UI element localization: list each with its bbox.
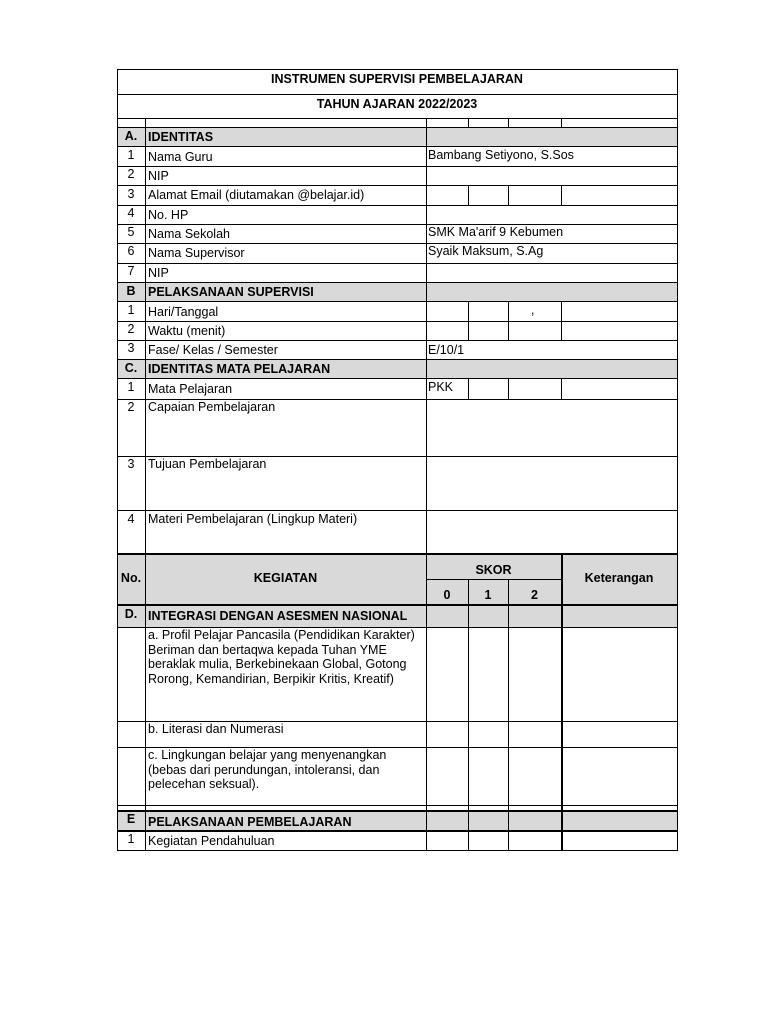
field-label-nip: NIP: [148, 169, 169, 183]
col-note-c1: [561, 378, 562, 399]
line-c3: [117, 510, 677, 511]
line-b3: [117, 359, 677, 360]
col-s1-lower: [468, 579, 469, 851]
col-note-divider-top: [561, 118, 562, 127]
subject-value[interactable]: PKK: [428, 380, 454, 394]
row-number: 3: [127, 341, 135, 355]
line-a7: [117, 282, 677, 283]
field-label-phase: Fase/ Kelas / Semester: [148, 343, 278, 357]
section-c-code: C.: [124, 361, 138, 375]
form-title: INSTRUMEN SUPERVISI PEMBELAJARAN: [271, 72, 523, 86]
column-header-score: SKOR: [475, 563, 512, 577]
line-d-c2: [117, 810, 677, 812]
row-number: 2: [127, 400, 135, 414]
line-b-header: [117, 301, 677, 302]
item-environment-line1: c. Lingkungan belajar yang menyenangkan: [148, 748, 387, 762]
line-c4-thick: [117, 553, 677, 555]
line-b2: [117, 340, 677, 341]
line-a2: [117, 185, 677, 186]
line-c-header: [117, 378, 677, 379]
item-pancasila-line4: Rorong, Kemandirian, Berpikir Kritis, Kreatif): [148, 672, 394, 686]
line-a5: [117, 243, 677, 244]
section-a-code: A.: [124, 129, 138, 143]
col-s1-divider-top: [468, 118, 469, 127]
line-a6: [117, 263, 677, 264]
col-s1-a3: [468, 185, 469, 205]
row-number: 5: [127, 225, 135, 239]
item-pancasila-line1: a. Profil Pelajar Pancasila (Pendidikan Karakter): [148, 628, 415, 642]
section-b-code: B: [126, 284, 136, 298]
row-number: 3: [127, 457, 135, 471]
column-header-note: Keterangan: [584, 571, 654, 585]
item-pancasila-line3: beraklak mulia, Berkebinekaan Global, Gotong: [148, 657, 407, 671]
field-label-learning-objectives: Tujuan Pembelajaran: [148, 457, 267, 471]
teacher-name-value[interactable]: Bambang Setiyono, S.Sos: [428, 148, 574, 162]
row-number: 6: [127, 244, 135, 258]
col-no-divider: [145, 118, 146, 851]
item-opening-activity: Kegiatan Pendahuluan: [148, 834, 275, 848]
row-number: 3: [127, 187, 135, 201]
section-a-title: IDENTITAS: [148, 130, 214, 144]
line-spacer: [117, 127, 677, 128]
item-environment-line2: (bebas dari perundungan, intoleransi, dan: [148, 763, 380, 777]
column-header-no: No.: [120, 571, 142, 585]
field-label-teacher-name: Nama Guru: [148, 150, 213, 164]
field-label-learning-outcomes: Capaian Pembelajaran: [148, 400, 276, 414]
score-1-header: 1: [484, 588, 492, 602]
line-a1: [117, 166, 677, 167]
col-s2-lower: [508, 579, 509, 851]
row-number: 1: [127, 303, 135, 317]
row-number: 7: [127, 264, 135, 278]
score-0-header: 0: [443, 588, 451, 602]
field-label-date: Hari/Tanggal: [148, 305, 219, 319]
field-label-duration: Waktu (menit): [148, 324, 226, 338]
section-b-title: PELAKSANAAN SUPERVISI: [148, 285, 314, 299]
border-top: [117, 69, 677, 70]
field-label-school: Nama Sekolah: [148, 227, 230, 241]
border-bottom: [117, 850, 677, 851]
col-note-b: [561, 301, 562, 340]
item-literacy: b. Literasi dan Numerasi: [148, 722, 284, 736]
line-e-header: [117, 830, 677, 832]
col-s2-c1: [508, 378, 509, 399]
item-environment-line3: pelecehan seksual).: [148, 777, 260, 791]
row-number: 1: [127, 148, 135, 162]
border-right: [677, 69, 678, 851]
school-name-value[interactable]: SMK Ma'arif 9 Kebumen: [428, 225, 564, 239]
row-number: 2: [127, 322, 135, 336]
col-note-a3: [561, 185, 562, 205]
field-label-email: Alamat Email (diutamakan @belajar.id): [148, 188, 365, 202]
line-after-title: [117, 94, 677, 95]
academic-year: TAHUN AJARAN 2022/2023: [316, 97, 478, 111]
line-score-mid: [426, 579, 561, 580]
col-value-divider: [426, 118, 427, 851]
score-2-header: 2: [531, 588, 538, 602]
row-number: 1: [127, 832, 135, 846]
section-e-code: E: [126, 812, 136, 826]
line-d-c: [117, 805, 677, 806]
col-s1-c1: [468, 378, 469, 399]
line-a3: [117, 205, 677, 206]
item-pancasila-line2: Beriman dan bertaqwa kepada Tuhan YME: [148, 643, 387, 657]
line-b1: [117, 321, 677, 322]
section-d-code: D.: [124, 607, 138, 621]
col-s2-b: [508, 301, 509, 340]
column-header-activity: KEGIATAN: [253, 571, 318, 585]
row-number: 4: [127, 512, 135, 526]
date-separator: ,: [531, 303, 535, 317]
field-label-supervisor: Nama Supervisor: [148, 246, 245, 260]
line-a4: [117, 224, 677, 225]
col-note-lower: [561, 554, 563, 851]
field-label-subject: Mata Pelajaran: [148, 382, 233, 396]
field-label-supervisor-nip: NIP: [148, 266, 169, 280]
line-after-year: [117, 118, 677, 119]
section-c-title: IDENTITAS MATA PELAJARAN: [148, 362, 331, 376]
section-d-title: INTEGRASI DENGAN ASESMEN NASIONAL: [148, 609, 408, 623]
col-s1-b: [468, 301, 469, 340]
phase-value[interactable]: E/10/1: [428, 343, 465, 357]
section-e-title: PELAKSANAAN PEMBELAJARAN: [148, 815, 352, 829]
row-number: 4: [127, 206, 135, 220]
line-score-header: [117, 604, 677, 606]
supervisor-name-value[interactable]: Syaik Maksum, S.Ag: [428, 244, 544, 258]
line-a-header: [117, 146, 677, 147]
row-number: 1: [127, 380, 135, 394]
col-s2-divider-top: [508, 118, 509, 127]
field-label-learning-materials: Materi Pembelajaran (Lingkup Materi): [148, 512, 358, 526]
field-label-phone: No. HP: [148, 208, 189, 222]
col-s2-a3: [508, 185, 509, 205]
row-number: 2: [127, 167, 135, 181]
